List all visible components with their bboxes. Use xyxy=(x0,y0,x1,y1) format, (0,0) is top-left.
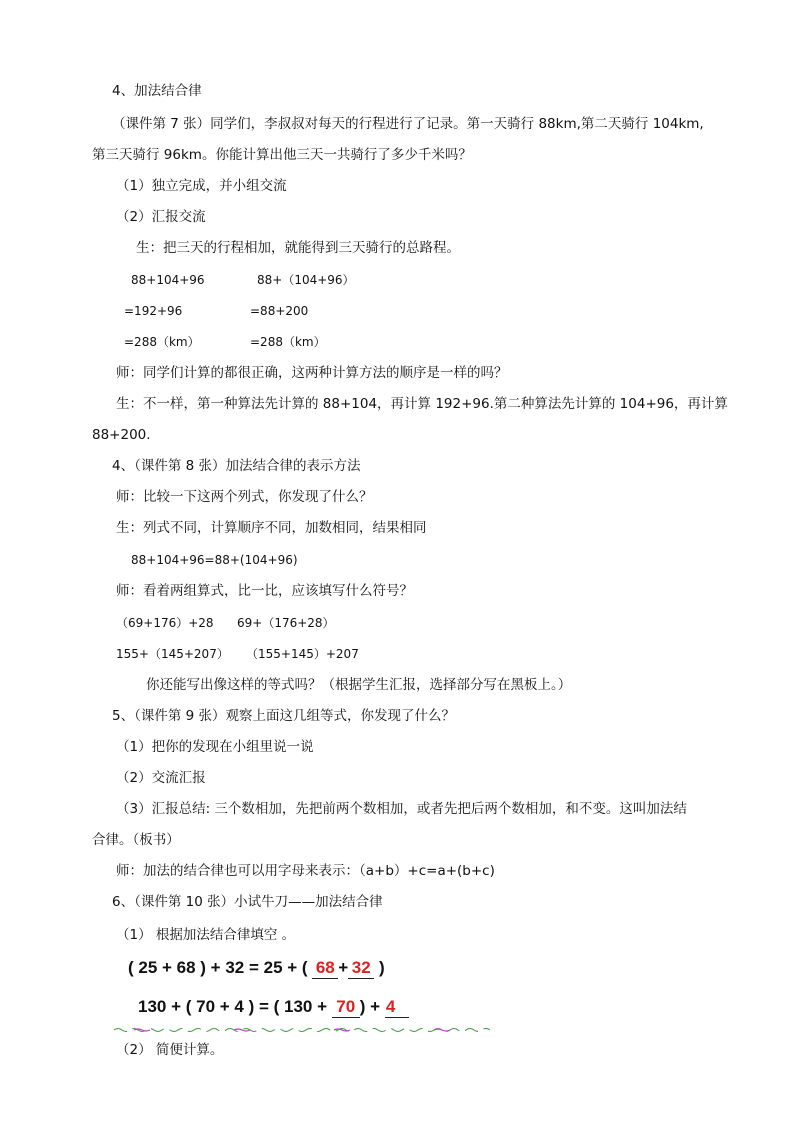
calc-left-step-1: 88+104+96 xyxy=(131,273,205,287)
list-item-cont: 合律。（板书） xyxy=(92,832,180,848)
formula: 88+104+96=88+(104+96) xyxy=(131,553,298,567)
exercise-equation-1 xyxy=(128,957,385,979)
compare-1-left: （69+176）+28 xyxy=(116,616,214,630)
teacher-question: 师：看着两组算式，比一比，应该填写什么符号？ xyxy=(116,583,413,599)
answer-blank-4: 4 xyxy=(385,997,409,1018)
student-answer: 生：列式不同，计算顺序不同，加数相同，结果相同 xyxy=(116,520,427,536)
teacher-question: 师：同学们计算的都很正确，这两种计算方法的顺序是一样的吗？ xyxy=(116,365,508,381)
paragraph-line: 第三天骑行 96km。你能计算出他三天一共骑行了多少千米吗？ xyxy=(92,147,472,163)
calc-left-step-3: =288（km） xyxy=(124,335,200,349)
answer-blank-70: 70 xyxy=(332,997,360,1018)
list-item: （1）把你的发现在小组里说一说 xyxy=(116,739,314,755)
equation-1-suffix: ) xyxy=(378,958,385,977)
decorative-divider xyxy=(114,1027,492,1033)
section-heading-4: 4、加法结合律 xyxy=(112,83,202,99)
compare-2-right: （155+145）+207 xyxy=(246,647,359,661)
exercise-equation-2 xyxy=(138,996,409,1018)
exercise-instruction: （2） 简便计算。 xyxy=(116,1042,224,1058)
list-item: （3）汇报总结: 三个数相加，先把前两个数相加，或者先把后两个数相加，和不变。这叫加法结 xyxy=(116,801,687,817)
equation-1-prefix: ( 25 + 68 ) + 32 = 25 + ( xyxy=(128,958,308,977)
paragraph-line: （课件第 7 张）同学们，李叔叔对每天的行程进行了记录。第一天骑行 88km,第二天骑行 104km, xyxy=(112,116,704,132)
student-answer-cont: 88+200. xyxy=(92,427,151,443)
teacher-prompt: 你还能写出像这样的等式吗？（根据学生汇报，选择部分写在黑板上。） xyxy=(146,677,572,693)
compare-1-right: 69+（176+28） xyxy=(237,616,335,630)
student-answer: 生：把三天的行程相加，就能得到三天骑行的总路程。 xyxy=(136,240,460,256)
section-heading-5: 5、（课件第 9 张）观察上面这几组等式，你发现了什么？ xyxy=(112,708,456,724)
calc-left-step-2: =192+96 xyxy=(124,304,183,318)
teacher-statement: 师：加法的结合律也可以用字母来表示：（a+b）+c=a+(b+c) xyxy=(116,863,495,879)
student-answer: 生：不一样，第一种算法先计算的 88+104，再计算 192+96.第二种算法先计算的 104+96，再计算 xyxy=(116,396,728,412)
exercise-instruction: （1） 根据加法结合律填空 。 xyxy=(116,927,296,943)
equation-2-prefix: 130 + ( 70 + 4 ) = ( 130 + xyxy=(138,997,328,1016)
equation-2-mid: ) + xyxy=(359,997,381,1016)
answer-blank-32: 32 xyxy=(348,958,374,979)
calc-right-step-2: =88+200 xyxy=(250,304,309,318)
equation-1-plus: + xyxy=(338,958,349,977)
teacher-question: 师：比较一下这两个列式，你发现了什么？ xyxy=(116,489,373,505)
list-item: （1）独立完成，并小组交流 xyxy=(116,178,287,194)
compare-2-left: 155+（145+207） xyxy=(116,647,229,661)
section-heading-6: 6、（课件第 10 张）小试牛刀——加法结合律 xyxy=(112,894,383,910)
list-item: （2）交流汇报 xyxy=(116,770,206,786)
answer-blank-68: 68 xyxy=(312,958,338,979)
calc-right-step-1: 88+（104+96） xyxy=(257,273,355,287)
calc-right-step-3: =288（km） xyxy=(250,335,326,349)
section-heading-4b: 4、（课件第 8 张）加法结合律的表示方法 xyxy=(112,458,361,474)
list-item: （2）汇报交流 xyxy=(116,209,206,225)
